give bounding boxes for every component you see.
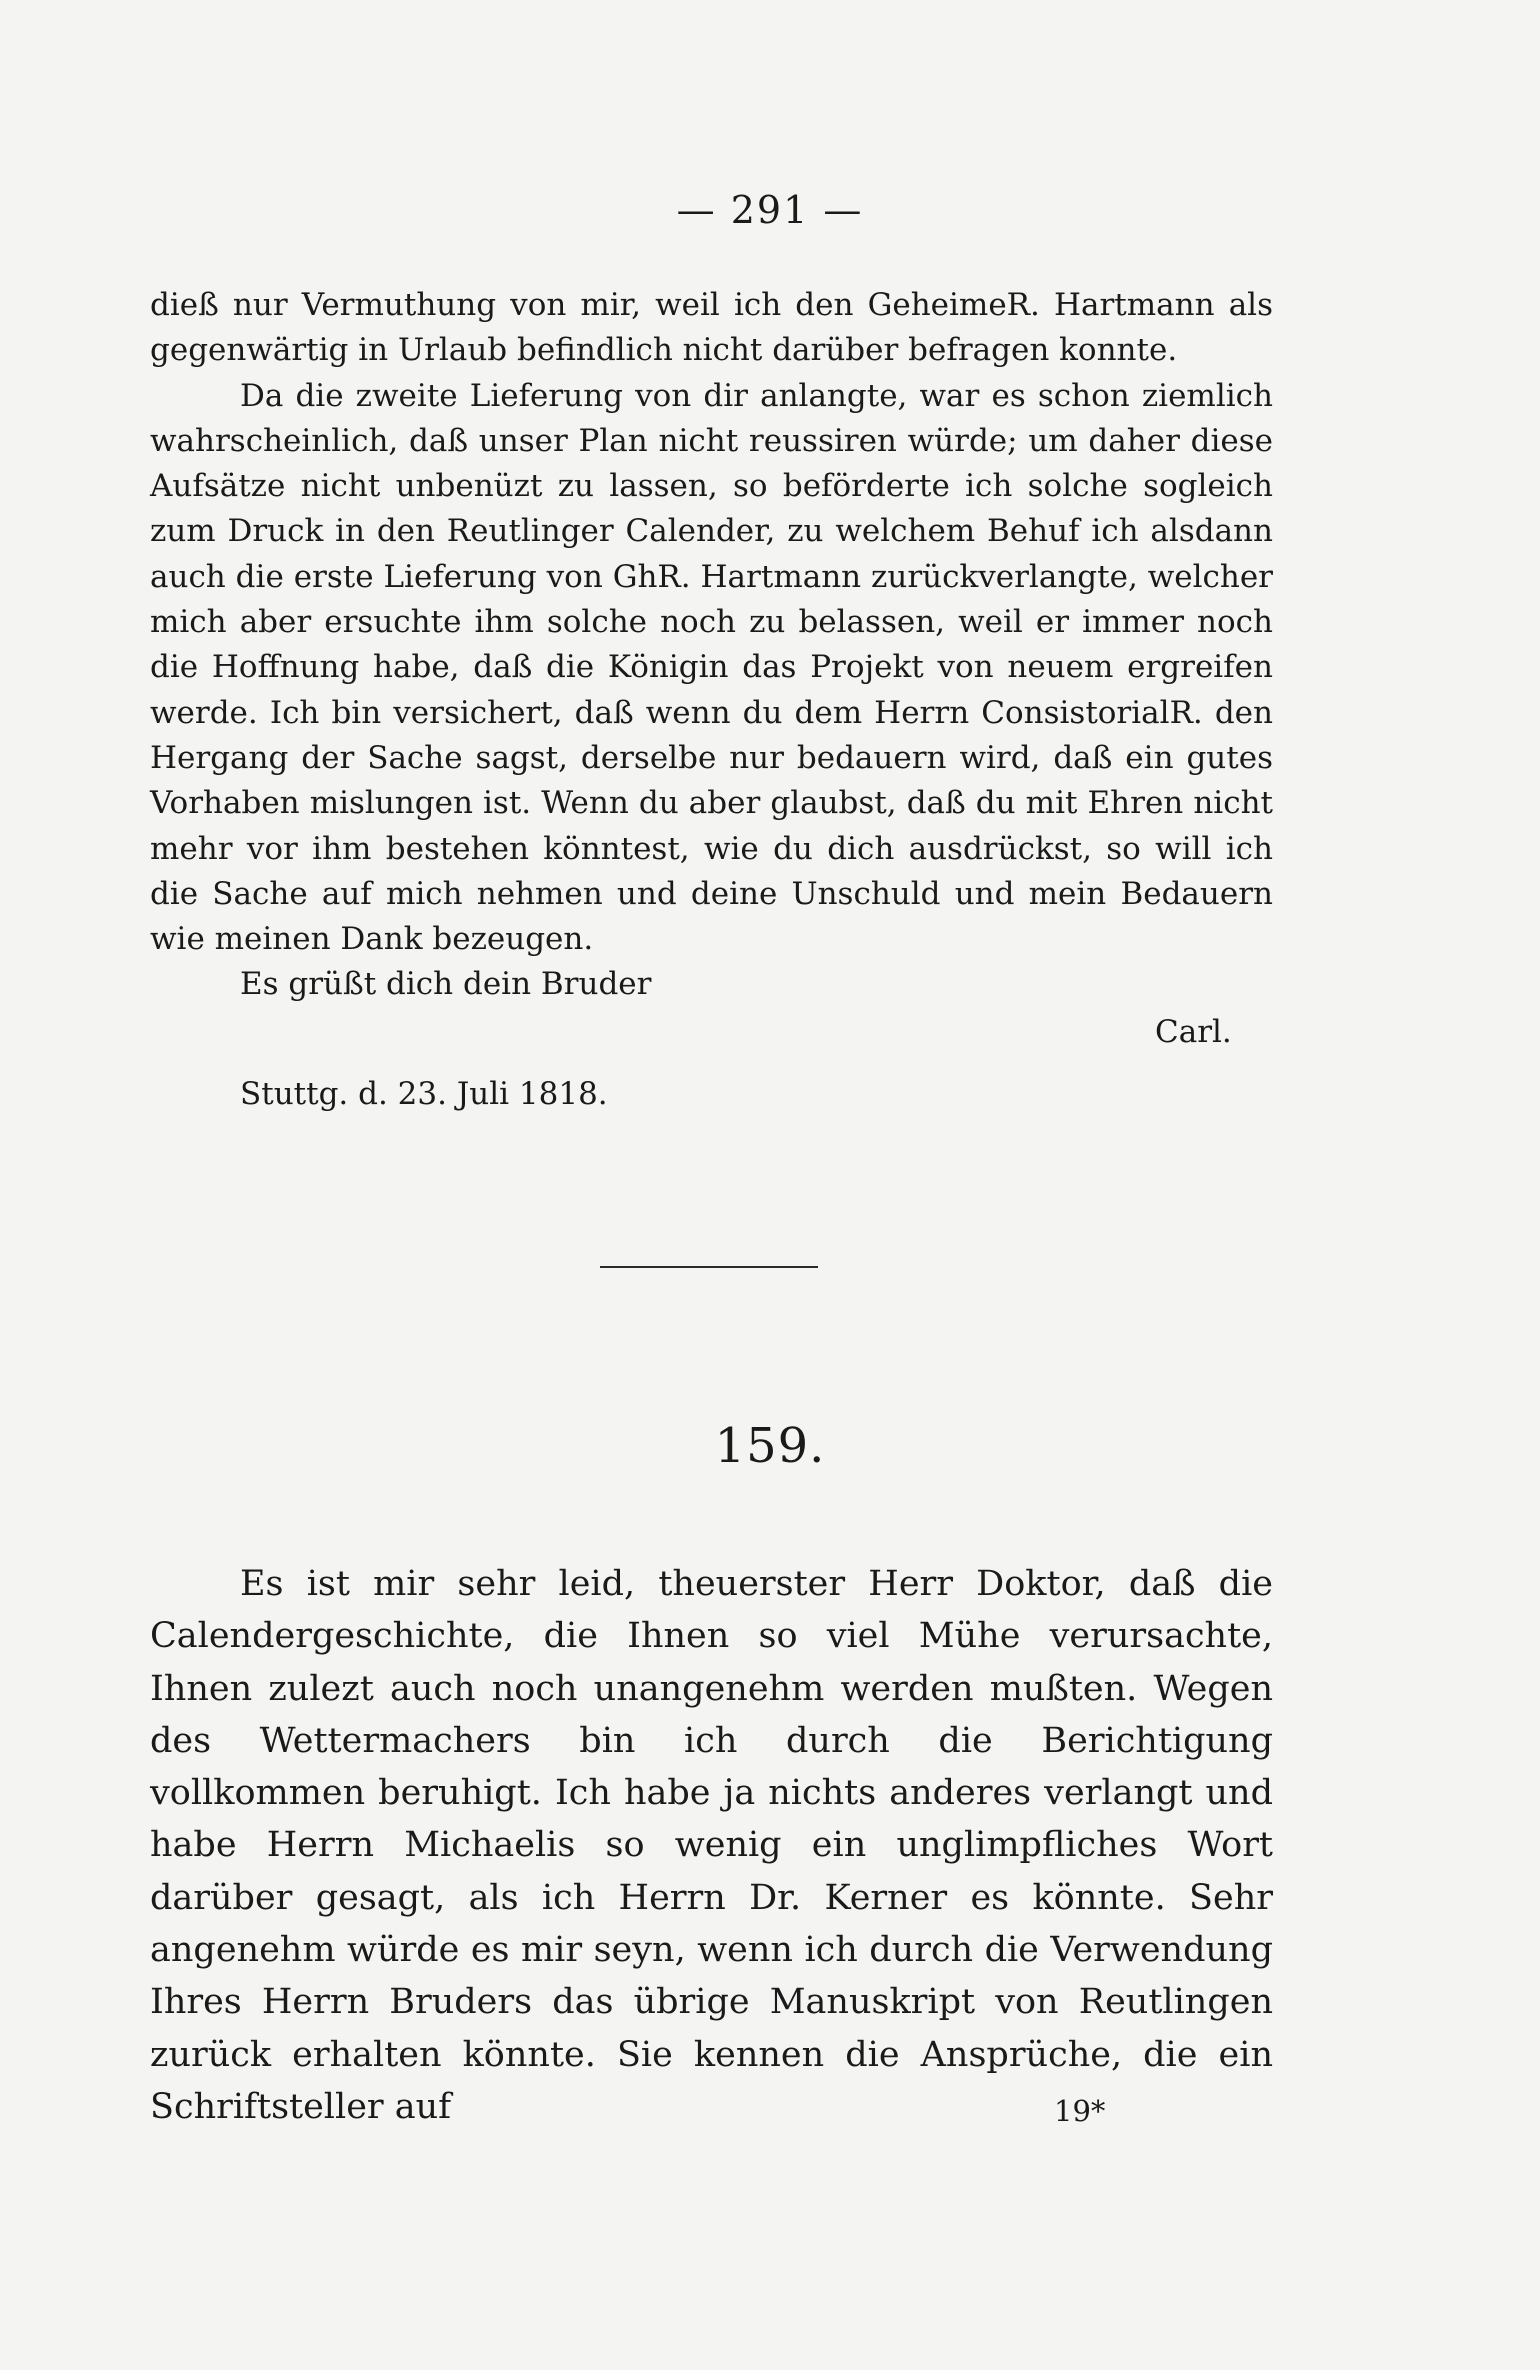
signature: Carl.: [1155, 1014, 1232, 1050]
page-number: — 291 —: [676, 188, 864, 232]
paragraph-main: Da die zweite Lieferung von dir anlangte, war es schon ziemlich wahrscheinlich, daß unser Plan nicht reussiren würde; um daher diese Aufsätze nicht unbenüzt zu lassen, so beförderte ich solche sogleich zum Druck in den Reutlinger Calender, zu welchem Behuf ich alsdann auch die erste Lieferung von GhR. Hartmann zurückverlangte, welcher mich aber ersuchte ihm solche noch zu belassen, weil er immer noch die Hoffnung habe, daß die Königin das Projekt von neuem ergreifen werde. Ich bin versichert, daß wenn du dem Herrn ConsistorialR. den Hergang der Sache sagst, derselbe nur bedauern wird, daß ein gutes Vorhaben mislungen ist. Wenn du aber glaubst, daß du mit Ehren nicht mehr vor ihm bestehen könntest, wie du dich ausdrückst, so will ich die Sache auf mich nehmen und deine Unschuld und mein Bedauern wie meinen Dank bezeugen.: [150, 377, 1273, 958]
letter-159-body: [150, 1558, 1273, 2133]
paragraph-continuation: dieß nur Vermuthung von mir, weil ich den GeheimeR. Hartmann als gegenwärtig in Urlaub befindlich nicht darüber befragen konnte.: [150, 287, 1273, 369]
section-divider: [600, 1266, 818, 1268]
paragraph-letter-159: Es ist mir sehr leid, theuerster Herr Doktor, daß die Calendergeschichte, die Ihnen so viel Mühe verursachte, Ihnen zulezt auch noch unangenehm werden mußten. Wegen des Wettermachers bin ich durch die Berichtigung vollkommen beruhigt. Ich habe ja nichts anderes verlangt und habe Herrn Michaelis so wenig ein unglimpfliches Wort darüber gesagt, als ich Herrn Dr. Kerner es könnte. Sehr angenehm würde es mir seyn, wenn ich durch die Verwendung Ihres Herrn Bruders das übrige Manuskript von Reutlingen zurück erhalten könnte. Sie kennen die Ansprüche, die ein Schriftsteller auf: [150, 1564, 1273, 2127]
letter-158-body: [150, 283, 1273, 1008]
paragraph-greeting: Es grüßt dich dein Bruder: [240, 966, 652, 1003]
sheet-signature: 19*: [1054, 2094, 1106, 2128]
dateline: Stuttg. d. 23. Juli 1818.: [240, 1076, 608, 1112]
letter-number: 159.: [714, 1418, 826, 1474]
